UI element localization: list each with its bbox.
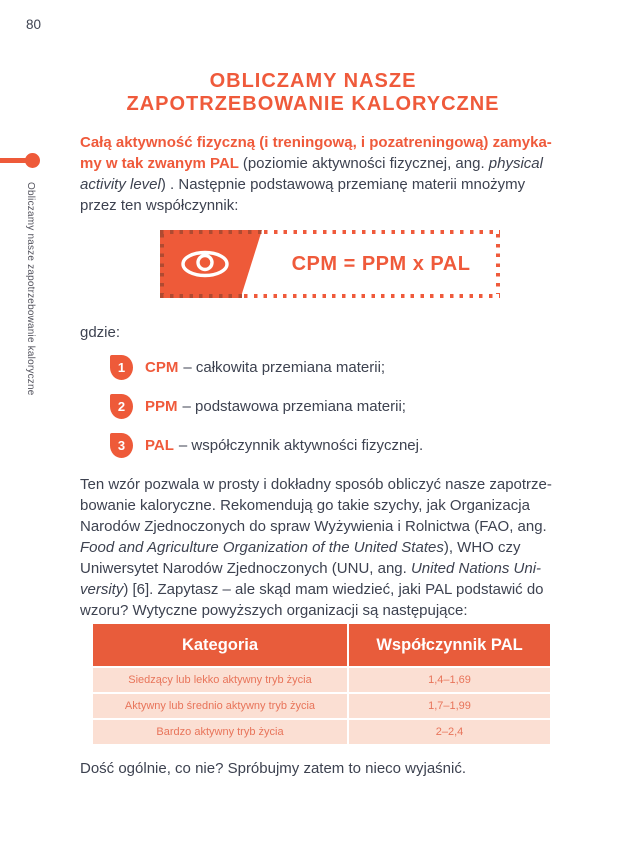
list-number-badge: 3 (110, 433, 133, 458)
page-title (80, 70, 546, 115)
eye-icon (180, 250, 230, 278)
dotted-border-bottom-left (160, 294, 244, 298)
list-number-badge: 1 (110, 355, 133, 380)
text-line: Uniwersytet Narodów Zjednoczonych (UNU, ang. United Nations Uni- (80, 560, 542, 577)
text-line: versity) [6]. Zapytasz – ale skąd mam wiedzieć, jaki PAL podstawić do (80, 581, 544, 598)
table-cell-category: Siedzący lub lekko aktywny tryb życia (93, 668, 347, 692)
page-number: 80 (26, 17, 42, 32)
sidebar-vertical-title: Obliczamy nasze zapotrzebowanie kaloryczne (25, 182, 36, 396)
definition-item (110, 354, 546, 380)
page-content (80, 70, 552, 777)
body-paragraph (80, 474, 552, 621)
dotted-border-right (496, 234, 500, 294)
closing-paragraph: Dość ogólnie, co nie? Spróbujmy zatem to nieco wyjaśnić. (80, 760, 467, 777)
definition-item (110, 432, 546, 458)
definition-text: – współczynnik aktywności fizycznej. (178, 436, 424, 454)
pal-table (93, 624, 550, 744)
table-cell-category: Bardzo aktywny tryb życia (93, 720, 347, 744)
dotted-border-bottom (244, 294, 500, 298)
table-cell-pal: 1,7–1,99 (349, 694, 550, 718)
table-header-pal: Współczynnik PAL (349, 624, 550, 666)
definition-term: PAL (145, 436, 174, 454)
where-label: gdzie: (80, 324, 121, 341)
table-cell-pal: 1,4–1,69 (349, 668, 550, 692)
text-line: bowanie kaloryczne. Rekomendują go takie szychy, jak Organizacja (80, 497, 530, 514)
definition-item (110, 393, 546, 419)
text-line: Całą aktywność fizyczną (i treningową, i pozatreningową) zamyka- (80, 134, 552, 151)
definitions-list (80, 354, 546, 458)
text-line: Ten wzór pozwala w prosty i dokładny sposób obliczyć nasze zapotrze- (80, 476, 552, 493)
list-number-badge: 2 (110, 394, 133, 419)
text-line: wzoru? Wytyczne powyższych organizacji są następujące: (80, 602, 468, 619)
table-header-category: Kategoria (93, 624, 347, 666)
table-cell-pal: 2–2,4 (349, 720, 550, 744)
text-line: przez ten współczynnik: (80, 197, 239, 214)
definition-text: – podstawowa przemiana materii; (182, 397, 406, 415)
page-title-line2: ZAPOTRZEBOWANIE KALORYCZNE (126, 92, 500, 115)
table-cell-category: Aktywny lub średnio aktywny tryb życia (93, 694, 347, 718)
formula-text: CPM = PPM x PAL (291, 252, 471, 275)
dotted-border-top-left (160, 230, 264, 234)
sidebar-rule (0, 158, 27, 163)
text-line: Food and Agriculture Organization of the United States), WHO czy (80, 539, 521, 556)
sidebar-dot (25, 153, 40, 168)
text-line: Narodów Zjednoczonych do spraw Wyżywienia i Rolnictwa (FAO, ang. (80, 518, 547, 535)
text-line: my w tak zwanym PAL (poziomie aktywności fizycznej, ang. physical (80, 155, 543, 172)
intro-paragraph (80, 132, 552, 216)
text-line: activity level) . Następnie podstawową przemianę materii mnożymy (80, 176, 526, 193)
definition-text: – całkowita przemiana materii; (183, 358, 386, 376)
formula-callout (160, 230, 500, 298)
definition-term: CPM (145, 358, 179, 376)
dotted-border-left (160, 234, 164, 294)
definition-term: PPM (145, 397, 178, 415)
dotted-border-top (264, 230, 500, 234)
page-title-line1: OBLICZAMY NASZE (209, 70, 417, 92)
